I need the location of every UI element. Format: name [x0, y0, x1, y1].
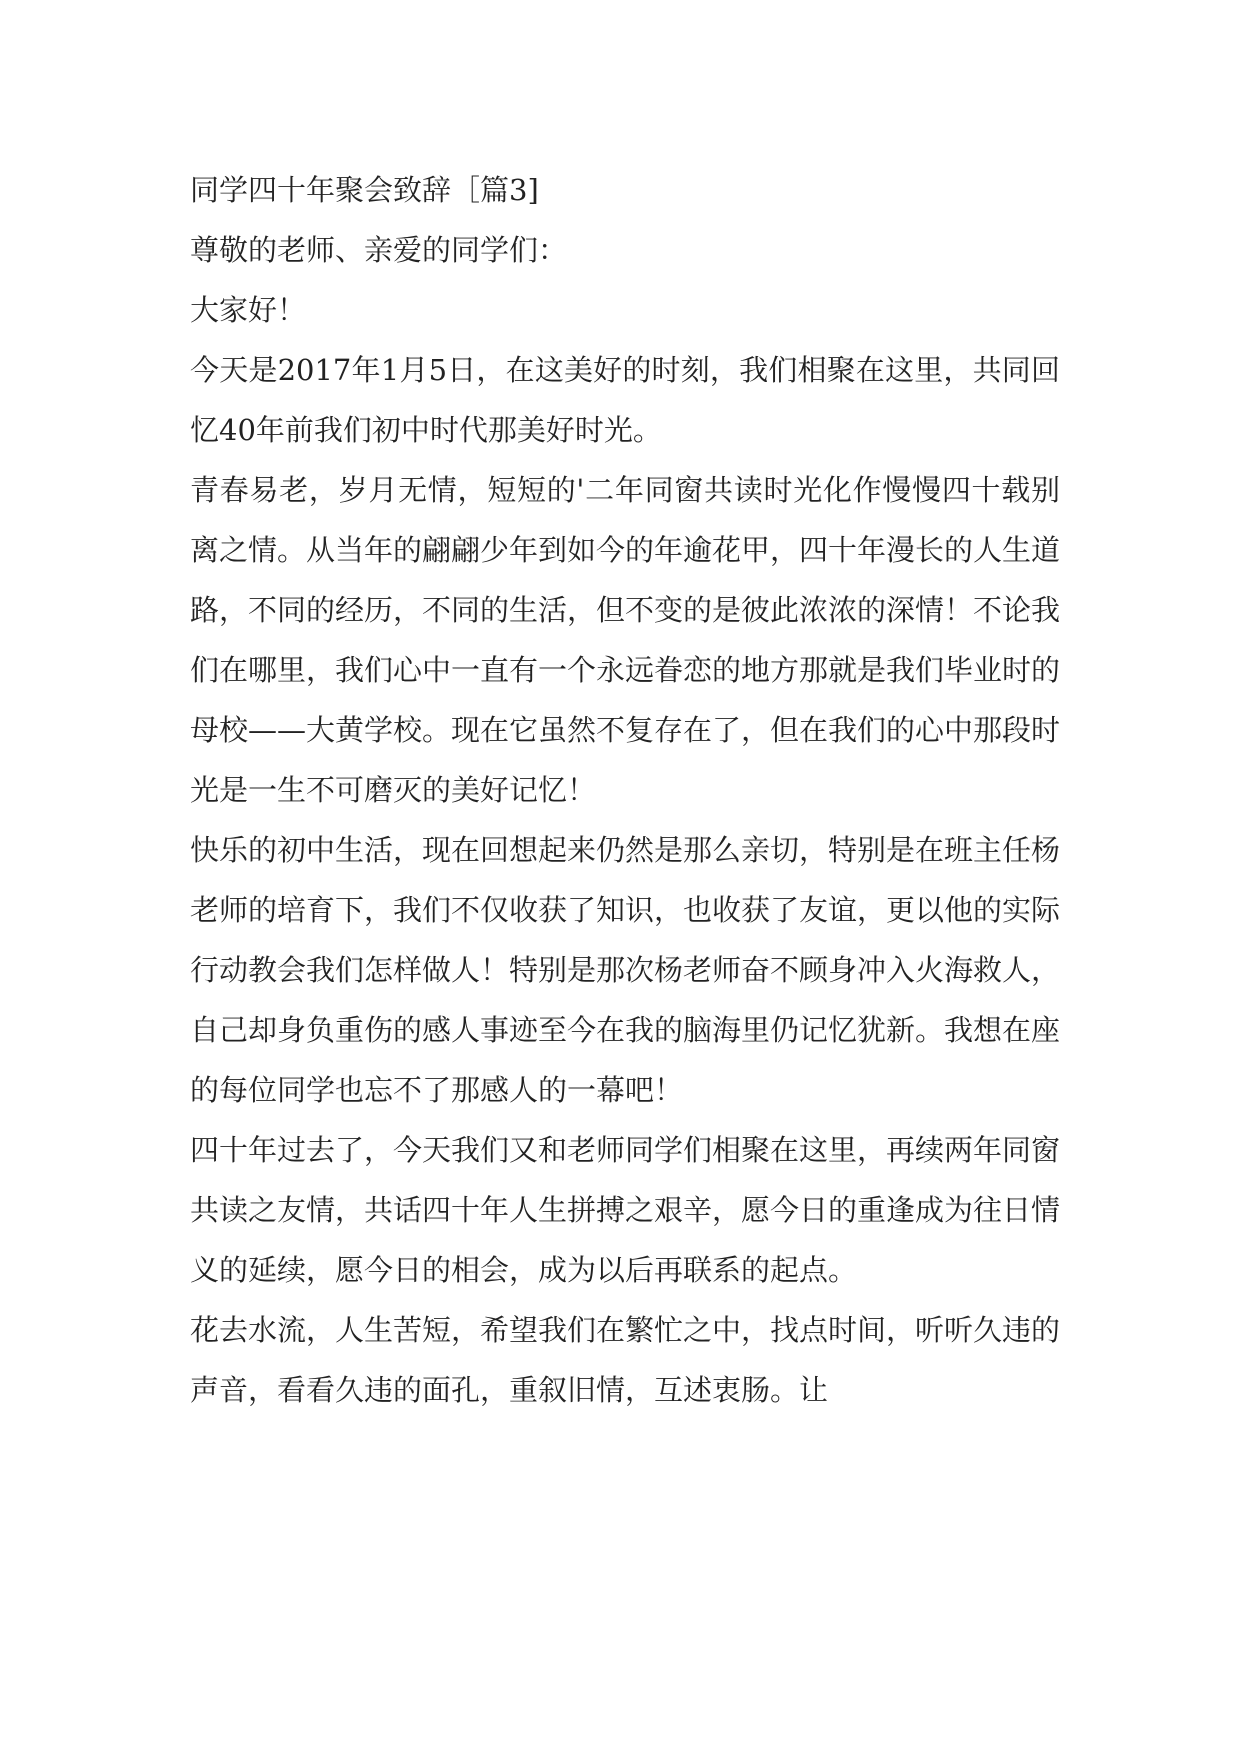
paragraph-2: 青春易老，岁月无情，短短的'二年同窗共读时光化作慢慢四十载别离之情。从当年的翩翩少年到如今的年逾花甲，四十年漫长的人生道路，不同的经历，不同的生活，但不变的是彼此浓浓的深情！不论我们在哪里，我们心中一直有一个永远眷恋的地方那就是我们毕业时的母校——大黄学校。现在它虽然不复存在了，但在我们的心中那段时光是一生不可磨灭的美好记忆！	[190, 473, 1061, 807]
paragraph-5: 花去水流，人生苦短，希望我们在繁忙之中，找点时间，听听久违的声音，看看久违的面孔，重叙旧情，互述衷肠。让	[190, 1313, 1061, 1407]
paragraph-4: 四十年过去了，今天我们又和老师同学们相聚在这里，再续两年同窗共读之友情，共话四十年人生拼搏之艰辛，愿今日的重逢成为往日情义的延续，愿今日的相会，成为以后再联系的起点。	[190, 1133, 1061, 1287]
salutation: 尊敬的老师、亲爱的同学们：	[190, 233, 568, 267]
paragraph-3: 快乐的初中生活，现在回想起来仍然是那么亲切，特别是在班主任杨老师的培育下，我们不仅收获了知识，也收获了友谊，更以他的实际行动教会我们怎样做人！特别是那次杨老师奋不顾身冲入火海救人，自己却身负重伤的感人事迹至今在我的脑海里仍记忆犹新。我想在座的每位同学也忘不了那感人的一幕吧！	[190, 833, 1061, 1107]
document-body	[190, 160, 1060, 1420]
greeting: 大家好！	[190, 293, 307, 327]
paragraph-1: 今天是2017年1月5日，在这美好的时刻，我们相聚在这里，共同回忆40年前我们初中时代那美好时光。	[190, 353, 1060, 447]
document-title: 同学四十年聚会致辞［篇3]	[190, 173, 539, 207]
